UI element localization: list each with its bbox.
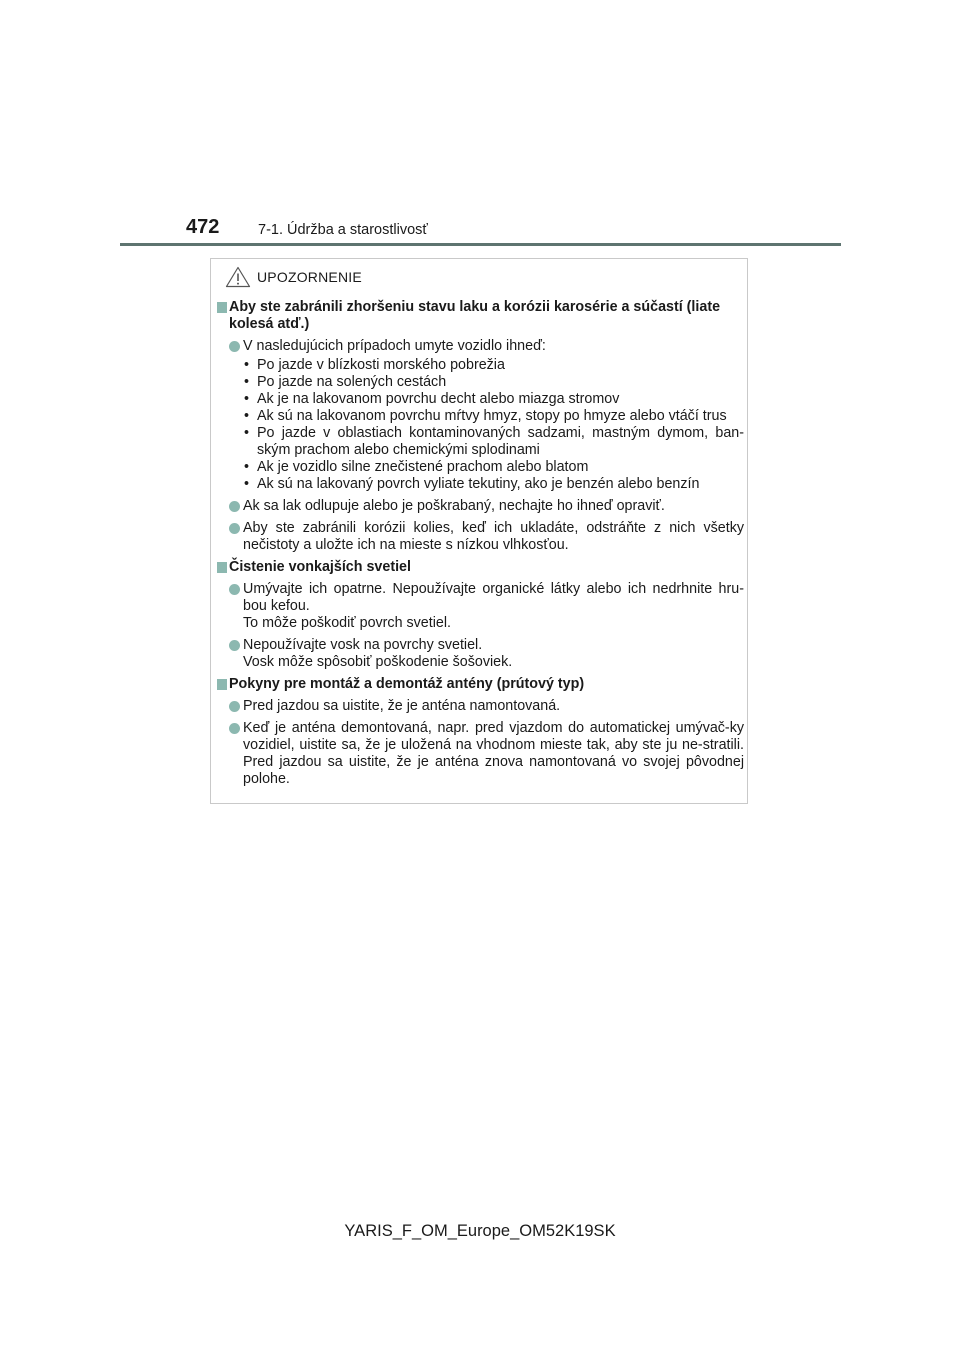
- warning-header: [225, 265, 362, 289]
- sub-list-item: • Po jazde na solených cestách: [243, 374, 744, 391]
- sub-list-item: • Ak je na lakovanom povrchu decht alebo miazga stromov: [243, 391, 744, 408]
- sub-list-item: • Ak je vozidlo silne znečistené prachom alebo blatom: [243, 459, 744, 476]
- sub-list: [243, 357, 744, 493]
- bullet-item: [217, 498, 744, 515]
- bullet-extra-text: Vosk môže spôsobiť poškodenie šošoviek.: [243, 654, 513, 670]
- sub-list-item: • Po jazde v oblastiach kontaminovaných sadzami, mastným dymom, ban-ským prachom alebo chemickými splodinami: [243, 425, 744, 459]
- round-bullet-icon: [229, 701, 240, 712]
- bullet-item: [217, 581, 744, 632]
- bullet-item: [217, 720, 744, 788]
- document-footer: YARIS_F_OM_Europe_OM52K19SK: [344, 1222, 616, 1240]
- section-heading: [217, 676, 744, 693]
- bullet-text: V nasledujúcich prípadoch umyte vozidlo ihneď:: [243, 338, 546, 354]
- bullet-text: Aby ste zabránili korózii kolies, keď ich ukladáte, odstráňte z nich všetky nečistoty a uložte ich na mieste s nízkou vlhkosťou.: [243, 520, 744, 553]
- round-bullet-icon: [229, 501, 240, 512]
- section-heading-text: Pokyny pre montáž a demontáž antény (prútový typ): [229, 676, 585, 692]
- bullet-text: Nepoužívajte vosk na povrchy svetiel.: [243, 637, 483, 653]
- bullet-item: [217, 637, 744, 671]
- round-bullet-icon: [229, 341, 240, 352]
- bullet-text: Keď je anténa demontovaná, napr. pred vjazdom do automatickej umývač-ky vozidiel, uistite sa, že je uložená na vhodnom mieste tak, aby ste ju ne-stratili. Pred jazdou sa uistite, že je anténa znova namontovaná vo svojej pôvodnej polohe.: [243, 720, 744, 787]
- square-bullet-icon: [217, 562, 227, 573]
- warning-label: UPOZORNENIE: [257, 269, 362, 285]
- warning-box: [210, 258, 748, 804]
- round-bullet-icon: [229, 584, 240, 595]
- square-bullet-icon: [217, 302, 227, 313]
- bullet-text: Pred jazdou sa uistite, že je anténa namontovaná.: [243, 698, 561, 714]
- warning-triangle-icon: [225, 266, 251, 288]
- round-bullet-icon: [229, 723, 240, 734]
- sub-list-item: • Ak sú na lakovanom povrchu mŕtvy hmyz, stopy po hmyze alebo vtáčí trus: [243, 408, 744, 425]
- bullet-extra-text: To môže poškodiť povrch svetiel.: [243, 615, 451, 631]
- bullet-text: Umývajte ich opatrne. Nepoužívajte organické látky alebo ich nedrhnite hru-bou kefou.: [243, 581, 744, 614]
- section-heading: [217, 559, 744, 576]
- bullet-item: [217, 698, 744, 715]
- section-heading-text: Aby ste zabránili zhoršeniu stavu laku a korózii karosérie a súčastí (liate kolesá atď.): [229, 299, 721, 332]
- bullet-item: [217, 338, 744, 493]
- bullet-text: Ak sa lak odlupuje alebo je poškrabaný, nechajte ho ihneď opraviť.: [243, 498, 665, 514]
- square-bullet-icon: [217, 679, 227, 690]
- bullet-item: [217, 520, 744, 554]
- warning-content: [217, 299, 744, 793]
- section-heading-text: Čistenie vonkajších svetiel: [229, 559, 411, 575]
- section-heading: [217, 299, 744, 333]
- round-bullet-icon: [229, 523, 240, 534]
- section-title: 7-1. Údržba a starostlivosť: [258, 222, 428, 238]
- page-number: 472: [186, 216, 220, 238]
- sub-list-item: • Po jazde v blízkosti morského pobrežia: [243, 357, 744, 374]
- sub-list-item: • Ak sú na lakovaný povrch vyliate tekutiny, ako je benzén alebo benzín: [243, 476, 744, 493]
- header-rule: [120, 243, 841, 246]
- round-bullet-icon: [229, 640, 240, 651]
